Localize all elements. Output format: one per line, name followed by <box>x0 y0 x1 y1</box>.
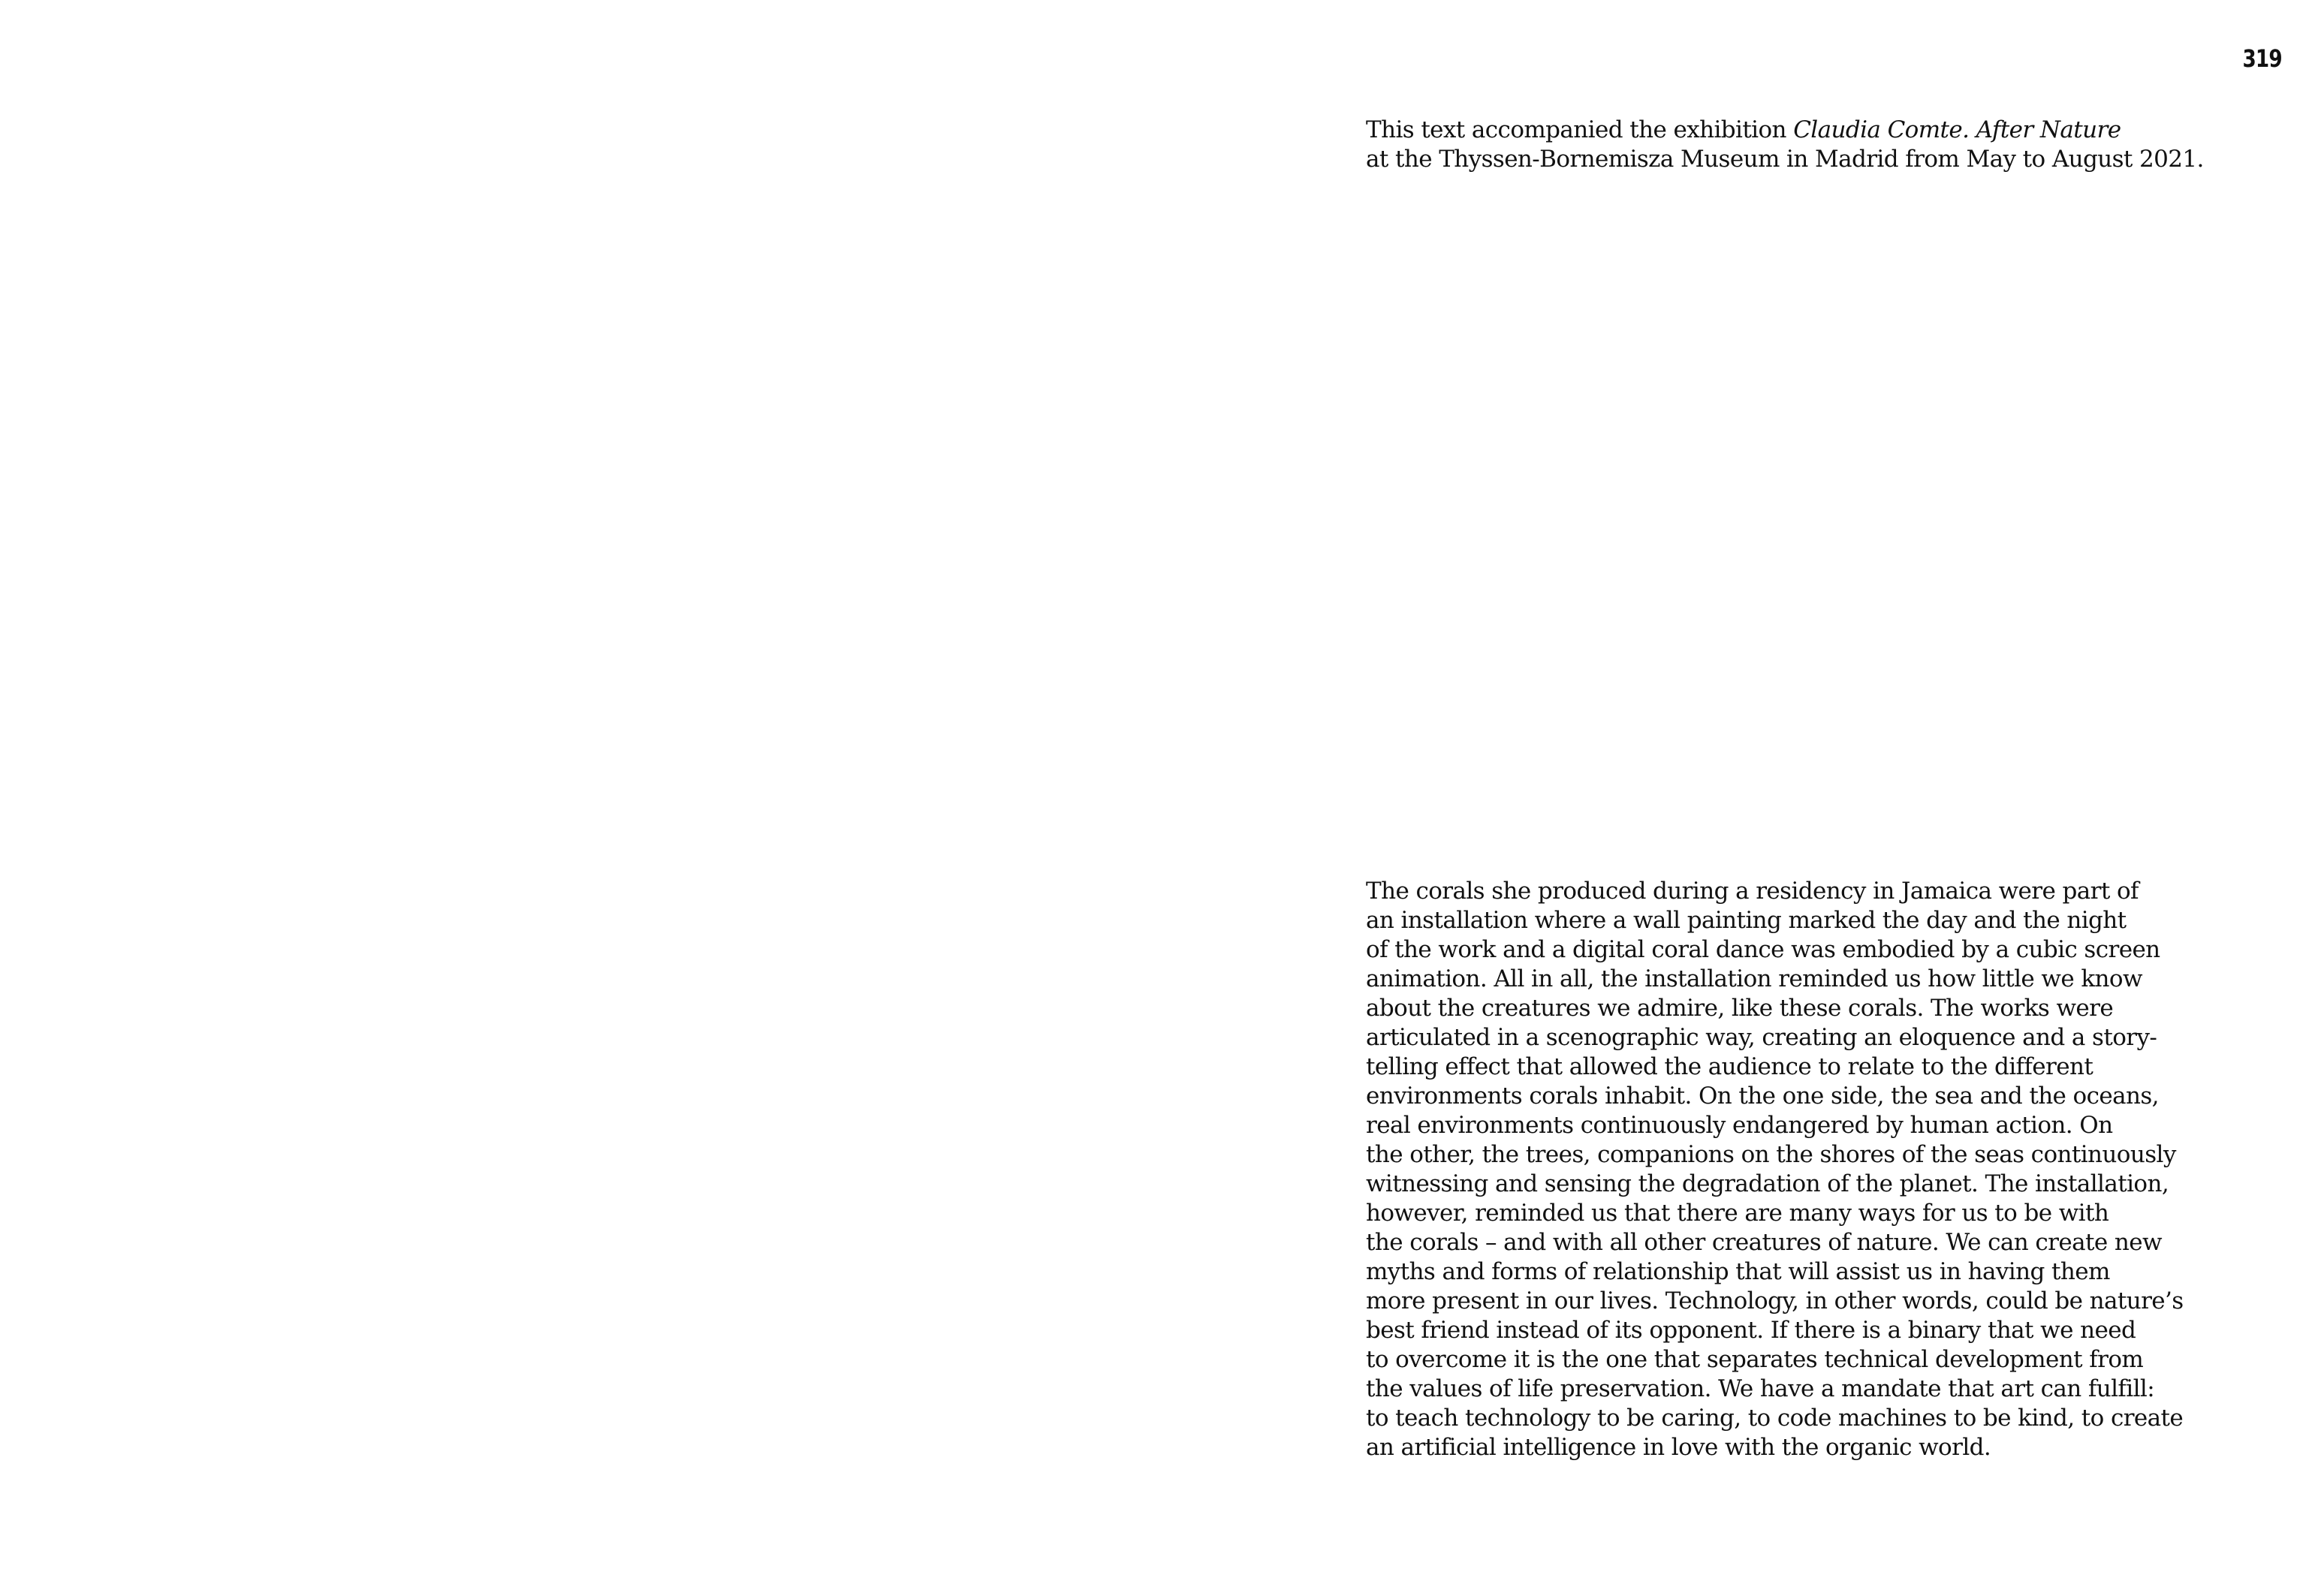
body-line: animation. All in all, the installation reminded us how little we know <box>1366 965 2142 992</box>
body-line: witnessing and sensing the degradation of the planet. The installation, <box>1366 1170 2169 1197</box>
body-line: an artificial intelligence in love with the organic world. <box>1366 1434 1991 1461</box>
page-number: 319 <box>2242 44 2282 73</box>
body-line: to teach technology to be caring, to code machines to be kind, to create <box>1366 1405 2184 1432</box>
body-line: best friend instead of its opponent. If there is a binary that we need <box>1366 1317 2136 1344</box>
body-line: myths and forms of relationship that will assist us in having them <box>1366 1258 2110 1285</box>
body-line: the corals – and with all other creatures of nature. We can create new <box>1366 1229 2162 1256</box>
body-line: environments corals inhabit. On the one side, the sea and the oceans, <box>1366 1083 2159 1110</box>
body-line: about the creatures we admire, like these corals. The works were <box>1366 995 2114 1022</box>
intro-line-1 <box>1366 116 2267 145</box>
body-line: however, reminded us that there are many ways for us to be with <box>1366 1200 2109 1227</box>
body-line: telling effect that allowed the audience to relate to the different <box>1366 1053 2093 1080</box>
body-line: to overcome it is the one that separates technical development from <box>1366 1346 2144 1373</box>
body-line: real environments continuously endangered by human action. On <box>1366 1112 2113 1139</box>
body-paragraph <box>1366 877 2267 1462</box>
body-line: more present in our lives. Technology, in other words, could be nature’s <box>1366 1287 2184 1314</box>
exhibition-title: Claudia Comte. After Nature <box>1793 116 2121 143</box>
intro-line-2: at the Thyssen-Bornemisza Museum in Madrid from May to August 2021. <box>1366 146 2204 173</box>
body-line: The corals she produced during a residency in Jamaica were part of <box>1366 878 2139 905</box>
body-line: an installation where a wall painting marked the day and the night <box>1366 907 2127 934</box>
body-line: the values of life preservation. We have a mandate that art can fulfill: <box>1366 1375 2155 1402</box>
intro-prefix: This text accompanied the exhibition <box>1366 116 1794 143</box>
body-line: of the work and a digital coral dance was embodied by a cubic screen <box>1366 936 2160 963</box>
body-line: the other, the trees, companions on the shores of the seas continuously <box>1366 1141 2176 1168</box>
intro-note <box>1366 116 2267 174</box>
body-line: articulated in a scenographic way, creating an eloquence and a story- <box>1366 1024 2157 1051</box>
